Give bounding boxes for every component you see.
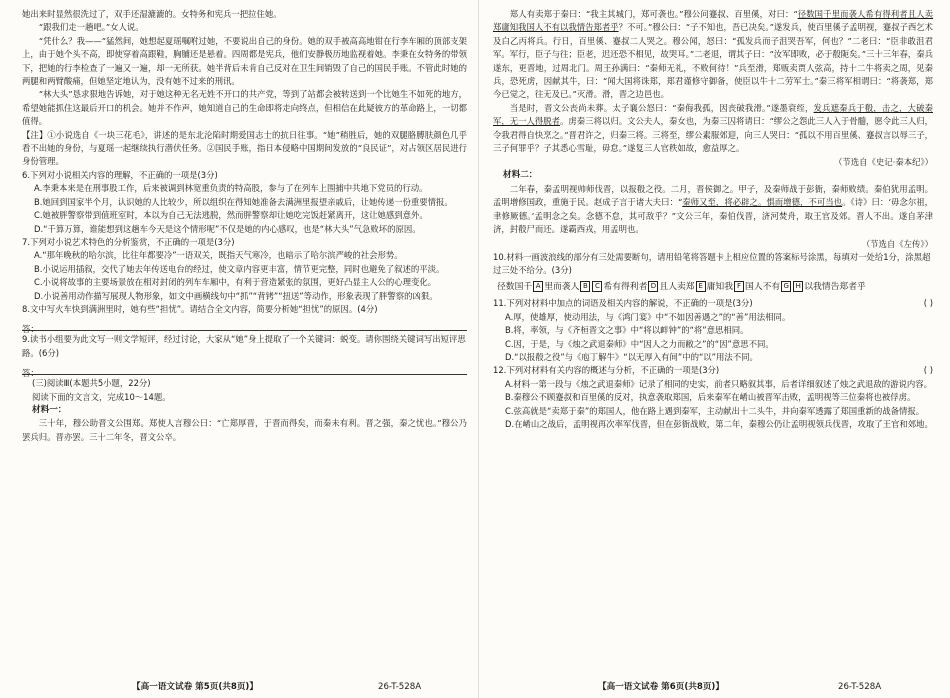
story-paragraph: “跟我们走一趟吧。”女人说。 (38, 22, 144, 33)
q6-option-a: A.李秉本来是在刑事股工作，后来被调到林宽重负责的特高股，参与了在列车上围捕中共地下党员的行动。 (34, 183, 428, 194)
left-page (22, 8, 467, 698)
box-d[interactable]: D (648, 281, 658, 292)
question-9: 9.读书小组要为此文写一则文学短评，经过讨论，大家从“她”身上提取了一个关键词：蜕变。请你围绕关键词写出短评思路。(6分) (22, 334, 466, 358)
story-paragraph: “林大头”恳求狠地告诉她，对于她这种无名无姓不开口的共产党，等到了站都会被转送到一个比她生不如死的地方，希望她能抓住这最后开口的机会。她并不作声，她知道自己的生命即将走向终点，但相信在此疑彼方的革命路上，一切都值得。 (22, 89, 467, 127)
left-footer: 【高一语文试卷 第5页(共8页)】 (132, 682, 258, 692)
box-a[interactable]: A (533, 281, 543, 292)
material-2-title: 材料二： (503, 170, 538, 181)
q7-option-a: A.“那年晚秋的哈尔滨，比往年都要冷”一语双关，既指天气寒冷，也暗示了哈尔滨严峻的社会形势。 (34, 250, 403, 261)
answer-paren[interactable]: ( ) (923, 365, 933, 376)
segment: 以我情告郑者乎 (804, 282, 866, 293)
question-text: 11.下列对材料中加点的词语及相关内容的解说，不正确的一项是(3分) (493, 298, 753, 309)
q7-option-d: D.小说善用动作描写展现人物形象，如文中画横线句中“抓”“背铐”“扭送”等动作，形象表现了胖警察的凶狠。 (34, 290, 438, 301)
underlined-text: 发兵遮秦兵于殽，击之，大破秦军，无一人得脱者 (493, 102, 933, 127)
question-text: 12.下列对材料有关内容的概述与分析，不正确的一项是(3分) (493, 365, 720, 376)
left-footer-code: 26-T-528A (378, 682, 422, 692)
text-segment: ？不可。”穆公曰：“子不知也，吾已决矣。”遂发兵，使百里傒子孟明视，蹇叔子西乞术及白乙丙将兵。行日，百里傒、蹇叔二人哭之。穆公闻，怒曰：“孤发兵而子沮哭吾军，何也？”二老曰：“臣非敢沮君军。军行，臣子与往；臣老，迟还恐不相见，故哭耳。”二老退，谓其子曰：“汝军即败，必于殽阨矣。”三十三年春，秦兵遂东，更晋地，过周北门。周王孙满曰：“秦师无礼，不败何待！”兵至滑，郑贩卖贾人弦高，持十二牛将卖之周，见秦兵，恐死虏，因献其牛，曰：“闻大国将诛郑，郑君谨修守御备，使臣以牛十二劳军士。”秦三将军相谓曰：“将袭郑，郑今已觉之，往无及已。”灭滑。滑，晋之边邑也。 (493, 22, 934, 100)
answer-label: 答： (22, 324, 39, 335)
q7-option-b: B.小说运用插叙，交代了她去年传送电台的经过，使文章内容更丰富，情节更完整，同时也避免了叙述的平淡。 (34, 263, 445, 274)
section-3-instruction: 阅读下面的文言文，完成10～14题。 (32, 391, 171, 402)
q12-option-d: D.在崤山之战后，孟明视再次率军伐晋，但在彭衙战败，第二年，秦穆公仍让孟明视领兵伐晋，攻取了王官和郊地。 (505, 418, 933, 429)
box-e[interactable]: E (696, 281, 706, 292)
footnote: 【注】①小说选自《一块三花毛》，讲述的是东北沦陷时期爱国志士的抗日往事。“她”稍胜后，她的双腿胳膊肤颜色几乎看不出她的身份，与夏瑶一起继续执行潜伏任务。②国民手账，指日本侵略中国期间发放的“良民证”，对占领区居民进行身份管理。 (22, 129, 467, 167)
text-segment: 。《诗》曰：‘毋念尔祖，聿修厥德。’孟明念之矣。念德不怠，其可敌乎？”文公三年，秦伯伐晋，济河焚舟，取王官及郊。晋人不出。遂自茅津济，封殽尸而还。遂霸西戎，用孟明也。 (493, 197, 934, 235)
q12-option-c: C.弦高就是“卖郑于秦”的郑国人，他在路上遇到秦军，主动献出十二头牛，并向秦军透露了郑国重新的战备情报。 (505, 405, 925, 416)
question-7: 7.下列对小说艺术特色的分析鉴赏，不正确的一项是(3分) (22, 236, 235, 247)
segment: 里而袭人 (544, 282, 580, 293)
q11-option-a: A.厚，使雄厚，使动用法，与《鸿门宴》中“不如因善遇之”的“善”用法相同。 (505, 311, 791, 322)
text-segment: 郑人有卖郑于秦曰：“我主其城门，郑可袭也。”穆公问蹇叔、百里傒，对曰：“ (509, 9, 798, 19)
segment: 径数国千 (497, 282, 533, 293)
text-segment: 当是时，晋文公丧尚未葬。太子襄公怒曰：“秦侮我孤，因丧破我滑。”遂墨衰绖， (509, 102, 814, 113)
segment: 且人卖郑 (659, 282, 695, 293)
answer-line-q9[interactable] (22, 361, 467, 379)
right-footer: 【高一语文试卷 第6页(共8页)】 (598, 682, 724, 692)
right-page (493, 8, 933, 698)
box-h[interactable]: H (793, 281, 803, 292)
q6-option-c: C.她被胖警察带到值班室时，本以为自己无法逃脱，然而胖警察却让她吃完饭赶紧离开，这让她感到意外。 (34, 210, 428, 221)
text-segment: 二年春，秦孟明视帅师伐晋，以报殽之役。二月，晋侯御之。甲子，及秦师战于彭衙，秦师败绩。秦伯犹用孟明。孟明增修国政，重施于民。赵成子言于诸大夫曰：“ (493, 183, 933, 208)
q11-option-c: C.因，于是，与《烛之武退秦师》中“因人之力而敝之”的“因”意思不同。 (505, 338, 774, 349)
q11-option-b: B.将，率领，与《齐桓晋文之事》中“将以衅钟”的“将”意思相同。 (505, 325, 749, 336)
box-g[interactable]: G (781, 281, 791, 292)
material-2-text (493, 183, 933, 237)
material-1-text-cont (493, 8, 933, 102)
answer-line-q8[interactable] (22, 317, 467, 335)
q11-option-d: D.“以报殽之役”与《庖丁解牛》“以无厚入有间”中的“以”用法不同。 (505, 351, 758, 362)
question-8: 8.文中写火车快到满洲里时，她有些“担忧”。请结合全文内容，简要分析她“担忧”的原因。(4分) (22, 303, 378, 314)
q12-option-b: B.秦穆公不顾蹇叔和百里傒的反对，执意袭取郑国，后来秦军在崤山被晋军击败，孟明视等三位秦将也被俘虏。 (505, 392, 916, 403)
segment: 希有得利者 (603, 282, 648, 293)
q6-option-d: D.“千算万算，谁能想到这趟车今天是这个情形呢”不仅是她的内心感叹，也是“林大头”气急败坏的原因。 (34, 223, 421, 234)
question-11 (493, 297, 933, 310)
answer-label: 答： (22, 368, 39, 379)
source-2: （节选自《左传》） (861, 238, 933, 249)
segment: 国人不有 (745, 282, 781, 293)
section-3-title: (三)阅读Ⅲ(本题共5小题，22分) (32, 378, 151, 389)
punctuation-boxes (497, 279, 933, 295)
question-10: 10.材料一画波浪线的部分有三处需要断句，请用铅笔将答题卡上相应位置的答案标号涂黑，每填对一处给1分，涂黑超过三处不给分。(3分) (493, 251, 931, 275)
q7-option-c: C.小说将故事的主要场景放在相对封闭的列车车厢中，有利于营造紧张的氛围，更好凸显主人公的心理变化。 (34, 277, 437, 288)
answer-paren[interactable]: ( ) (923, 298, 933, 309)
material-1-text: 三十年，穆公助晋文公围郑。郑使人言穆公曰：“亡郑厚晋，于晋而得矣，而秦未有利。晋之强，秦之忧也。”穆公乃罢兵归。晋亦罢。三十二年冬，晋文公卒。 (22, 418, 467, 442)
material-1-paragraph-2 (493, 102, 933, 156)
q6-option-b: B.她回到国家半个月，认识她的人比较少，所以组织在得知她准备去满洲里报望亲戚后，让她传递一份重要情报。 (34, 196, 453, 207)
wavy-underlined-text: 径数国千里而袭人希有得利者且人卖郑庸知我国人不有以我情告郑者乎 (493, 9, 933, 33)
right-footer-code: 26-T-528A (838, 682, 882, 692)
material-1-title: 材料一： (32, 404, 67, 415)
q12-option-a: A.材料一第一段与《烛之武退秦师》记录了相同的史实，前者只略叙其事，后者详细叙述了烛之武退敌的游说内容。 (505, 378, 932, 389)
box-b[interactable]: B (580, 281, 590, 292)
question-12 (493, 364, 933, 377)
segment: 庸知我 (706, 282, 734, 293)
box-f[interactable]: F (734, 281, 744, 292)
source-1: （节选自《史记·秦本纪》） (834, 157, 933, 168)
question-6: 6.下列对小说相关内容的理解，不正确的一项是(3分) (22, 169, 218, 180)
story-paragraph: “凭什么？我——”猛然间，她想起夏瑶嘱咐过她，不要说出自己的身份。她的双手被高高地钳在行李车厢的顶部支架上，由于她个头不高，即使穿着高跟鞋，胸脯还是悬着。四周都是宪兵，他们安静极历地监视着她。李秉在女特务的带领下，把她的行李检查了一遍又一遍，却一无所获。她半背后未肯自己反对在卫生间销毁了自己的国民手账。不管此时她的两腿和两臂酸痛，但她坚定地认为，没有她不过来的刑讯。 (22, 35, 467, 87)
story-paragraph: 她出来时显然很洗过了，双手还湿漉漉的。女特务和宪兵一把拉住她。 (22, 9, 282, 19)
page-divider (478, 0, 479, 698)
underlined-text: 秦师又至，将必辟之。惧而增德，不可当也 (682, 197, 843, 208)
box-c[interactable]: C (592, 281, 602, 292)
text-segment: 。虏秦三将以归。文公夫人，秦女也，为秦三囚将请曰：“缪公之怨此三人入于骨髓，愿令此三人归，令我君得自快烹之。”晋君许之，归秦三将。三将至，缪公素服郊迎，向三人哭曰：“孤以不用百里傒、蹇叔言以辱三子，三子何罪乎？子其悉心雪耻，毋怠。”遂复三人官秩如故，愈益厚之。 (493, 116, 934, 154)
